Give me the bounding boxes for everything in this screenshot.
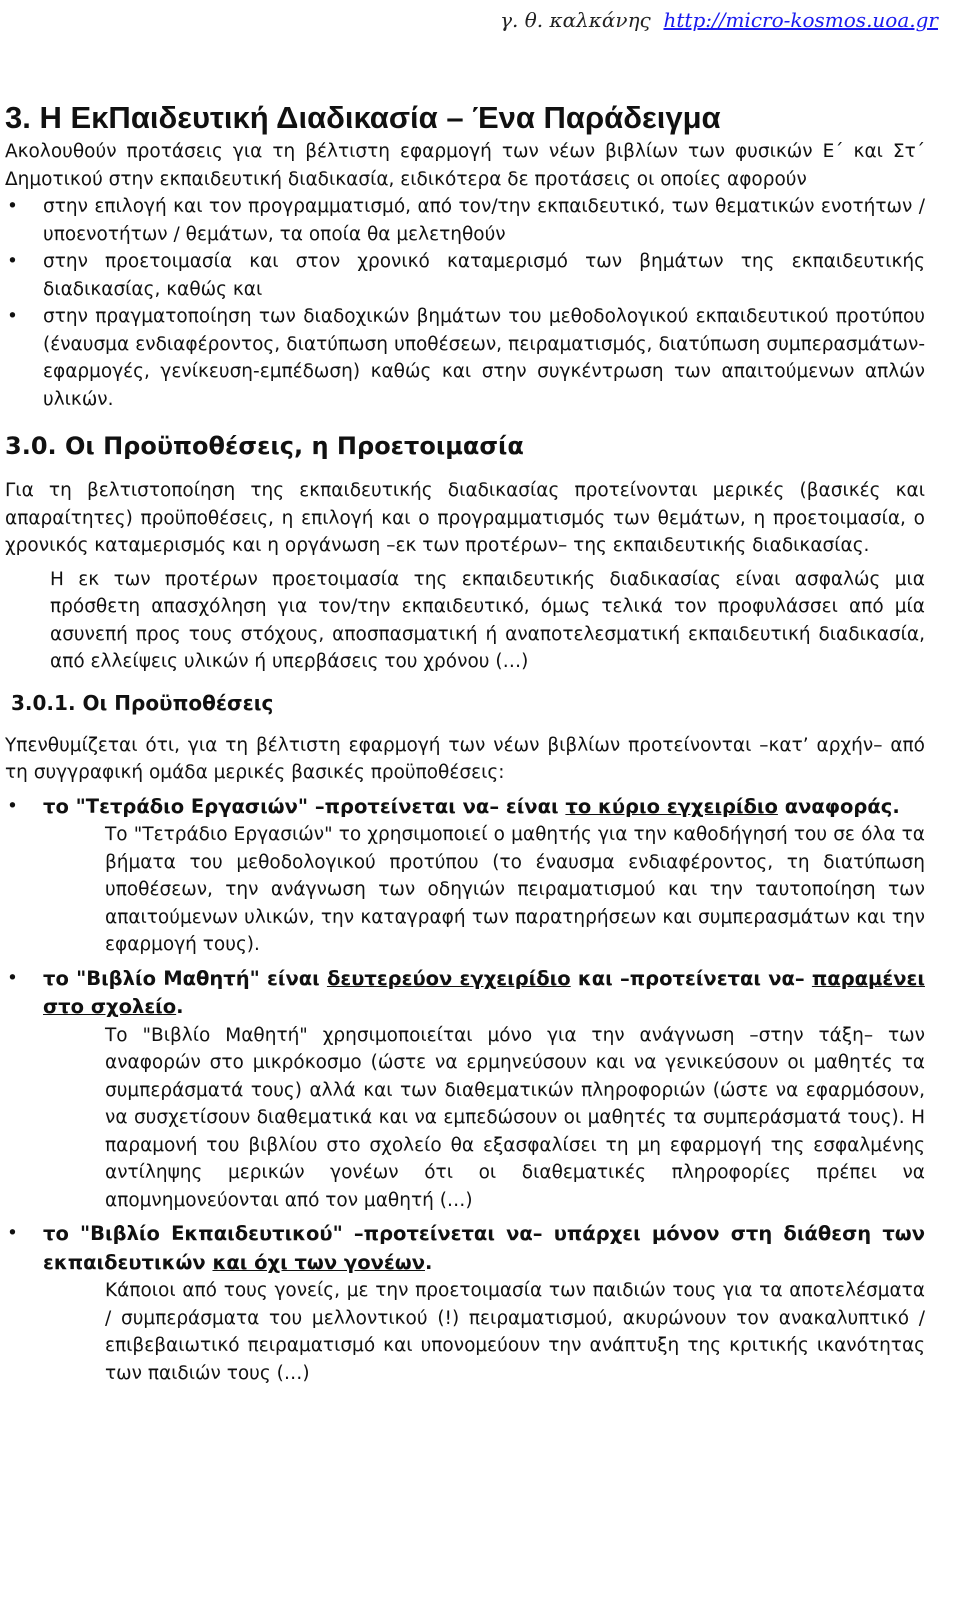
subsubsection-body [5,732,925,1388]
intro-bullet-list [5,193,925,413]
site-link[interactable]: http://micro-kosmos.uoa.gr [663,8,938,32]
requirement-heading-text: αναφοράς. [777,794,900,818]
requirement-description: Το "Τετράδιο Εργασιών" το χρησιμοποιεί ο μαθητής για την καθοδήγησή του σε όλα τα βήματα του μεθοδολογικού προτύπου (το έναυσμα ενδιαφέροντος, τη διατύπωση υποθέσεων, την ανάγνωση των οδηγιών πειραματισμού και την ταυτοποίηση των απαιτούμενων υλικών, την καταγραφή των παρατηρήσεων και συμπερασμάτων και την εφαρμογή τους). [105,824,925,955]
bullet-icon: • [7,251,18,272]
requirement-heading [43,967,925,1019]
requirement-description: Κάποιοι από τους γονείς, με την προετοιμασία των παιδιών τους για τα αποτελέσματα / συμπεράσματα του μελλοντικού (!) πειραματισμού, ακυρώνουν τον ανακαλυπτικό / επιβεβαιωτικό πειραματισμό και υπονομεύουν την ανάπτυξη της κριτικής ικανότητας των παιδιών τους (…) [105,1280,925,1384]
subsection-body [5,477,925,676]
requirement-heading [43,1222,925,1274]
bullet-icon: • [7,967,18,989]
requirement-heading-underlined: παραμένει στο σχολείο [43,966,925,1018]
subsubsection-title: 3.0.1. Οι Προϋποθέσεις [11,690,274,715]
section-intro-block [5,138,925,413]
requirement-heading-text: το "Βιβλίο Μαθητή" είναι [43,966,327,990]
bullet-icon: • [7,306,18,327]
list-item [5,965,925,1215]
requirement-heading [43,795,900,818]
page-header [500,8,938,32]
list-item [5,793,925,959]
subsection-title: 3.0. Οι Προϋποθέσεις, η Προετοιμασία [5,432,524,460]
section-title: 3. Η ΕκΠαιδευτική Διαδικασία – Ένα Παράδειγμα [5,100,721,135]
list-item [5,248,925,303]
requirement-heading-text: . [176,995,184,1018]
list-item-text: στην επιλογή και τον προγραμματισμό, από τον/την εκπαιδευτικό, των θεματικών ενοτήτων / υποενοτήτων / θεμάτων, τα οποία θα μελετηθούν [43,196,925,245]
bullet-icon: • [7,196,18,217]
requirement-heading-underlined: και όχι των γονέων [212,1250,425,1274]
list-item [5,193,925,248]
intro-paragraph: Ακολουθούν προτάσεις για τη βέλτιστη εφαρμογή των νέων βιβλίων των φυσικών Ε΄ και Στ΄ Δημοτικού στην εκπαιδευτική διαδικασία, ειδικότερα δε προτάσεις οι οποίες αφορούν [5,141,925,190]
list-item-text: στην πραγματοποίηση των διαδοχικών βημάτων του μεθοδολογικού εκπαιδευτικού προτύπου (έναυσμα ενδιαφέροντος, διατύπωση υποθέσεων, πειραματισμός, διατύπωση συμπερασμάτων-εφαρμογές, γενίκευση-εμπέδωση) καθώς και στην συγκέντρωση των απαιτούμενων απλών υλικών. [43,306,925,410]
requirements-list [5,793,925,1388]
bullet-icon: • [7,795,18,817]
document-content [5,98,925,1387]
requirement-description: Το "Βιβλίο Μαθητή" χρησιμοποιείται μόνο για την ανάγνωση –στην τάξη– των αναφορών στο μικρόκοσμο (ώστε να ερμηνεύσουν και να γενικεύσουν οι μαθητές τα συμπεράσματά τους) αλλά και των διαθεματικών πληροφοριών (ώστε να εφαρμόσουν, να συσχετίσουν διαθεματικά και να εμπεδώσουν οι μαθητές τα συμπεράσματά τους). Η παραμονή του βιβλίου στο σχολείο θα εξασφαλίσει τη μη εφαρμογή της εσφαλμένης αντίληψης μερικών γονέων ότι οι διαθεματικές πληροφορίες πρέπει να απομνημονεύονται από τον μαθητή (…) [105,1024,925,1211]
list-item [5,303,925,413]
list-item [5,1220,925,1387]
subsection-paragraph: Για τη βελτιστοποίηση της εκπαιδευτικής διαδικασίας προτείνονται μερικές (βασικές και απαραίτητες) προϋποθέσεις, η επιλογή και ο προγραμματισμός των θεμάτων, η προετοιμασία, ο χρονικός καταμερισμός και η οργάνωση –εκ των προτέρων– της εκπαιδευτικής διαδικασίας. [5,480,925,556]
bullet-icon: • [7,1223,18,1244]
subsubsection-paragraph: Υπενθυμίζεται ότι, για τη βέλτιστη εφαρμογή των νέων βιβλίων προτείνονται –κατ’ αρχήν– από τη συγγραφική ομάδα μερικές βασικές προϋποθέσεις: [5,734,925,783]
requirement-heading-underlined: το κύριο εγχειρίδιο [565,794,778,818]
author-name: γ. θ. καλκάνης [500,8,651,32]
list-item-text: στην προετοιμασία και στον χρονικό καταμερισμό των βημάτων της εκπαιδευτικής διαδικασίας, καθώς και [43,251,925,300]
requirement-heading-text: το "Βιβλίο Εκπαιδευτικού" –προτείνεται να– υπάρχει μόνον στη διάθεση των εκπαιδευτικών [43,1222,925,1274]
indented-quote: Η εκ των προτέρων προετοιμασία της εκπαιδευτικής διαδικασίας είναι ασφαλώς μια πρόσθετη απασχόληση για τον/την εκπαιδευτικό, όμως τελικά τον προφυλάσσει από μία ασυνεπή προς τους στόχους, αποσπασματική ή αναποτελεσματική εκπαιδευτική διαδικασία, από ελλείψεις υλικών ή υπερβάσεις του χρόνου (…) [50,568,925,672]
requirement-heading-text: και –προτείνεται να– [570,966,812,990]
requirement-heading-text: . [424,1250,433,1274]
requirement-heading-underlined: δευτερεύον εγχειρίδιο [326,966,571,990]
requirement-heading-text: το "Τετράδιο Εργασιών" –προτείνεται να– είναι [43,794,566,818]
